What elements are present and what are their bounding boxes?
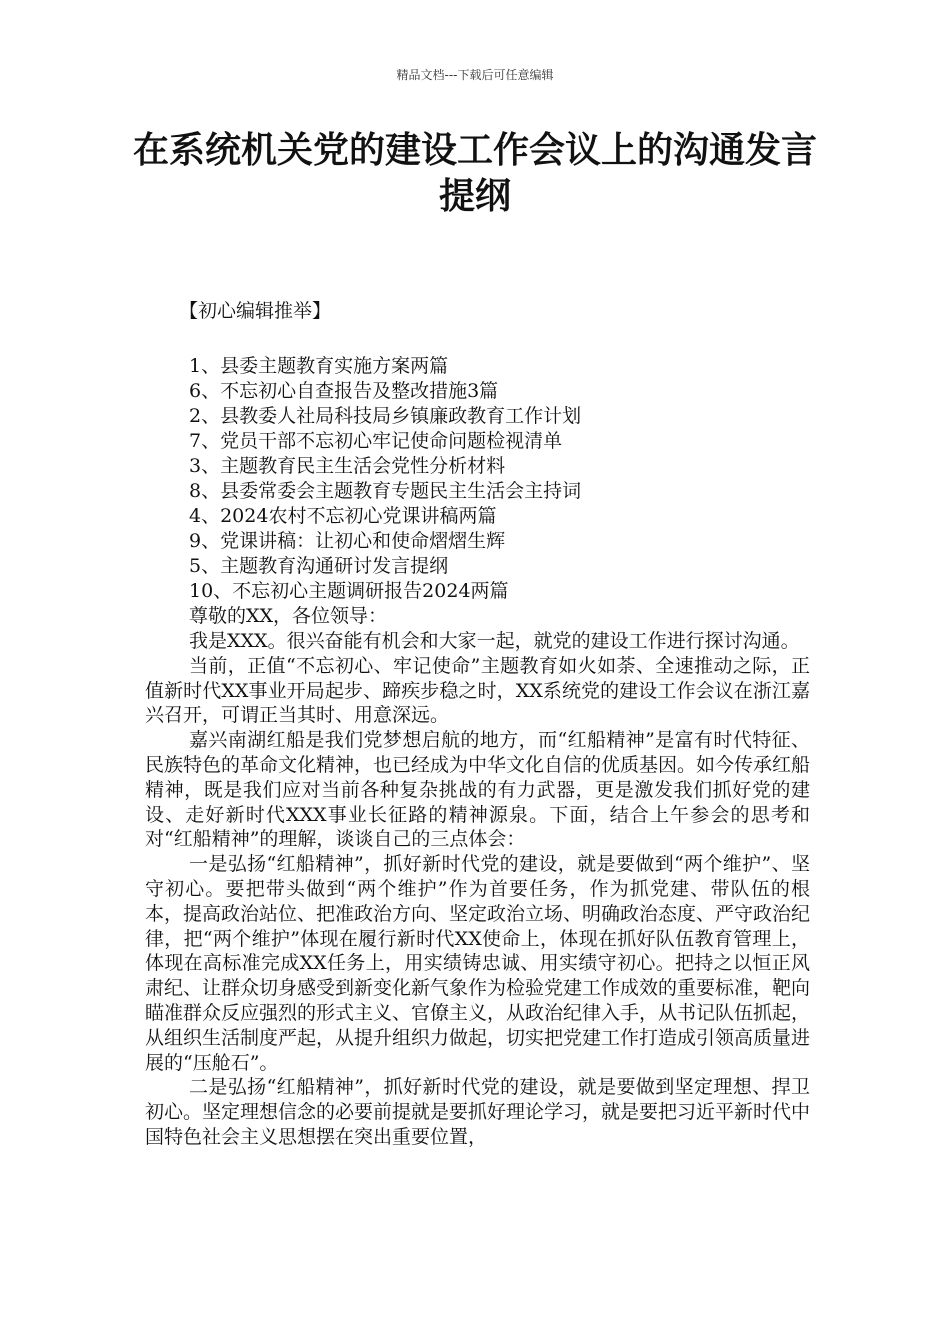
paragraph: 一是弘扬“红船精神”，抓好新时代党的建设，就是要做到“两个维护”、坚守初心。要把带头做到“两个维护”作为首要任务，作为抓党建、带队伍的根本，提高政治站位、把准政治方向、坚定政治立场、明确政治态度、严守政治纪律，把“两个维护”体现在履行新时代XX使命上，体现在抓好队伍教育管理上，体现在高标准完成XX任务上，用实绩铸忠诚、用实绩守初心。把持之以恒正风肃纪、让群众切身感受到新变化新气象作为检验党建工作成效的重要标准，靶向瞄准群众反应强烈的形式主义、官僚主义，从政治纪律入手，从书记队伍抓起，从组织生活制度严起，从提升组织力做起，切实把党建工作打造成引领高质量进展的“压舱石”。	[145, 853, 811, 1074]
list-item: 6、不忘初心自查报告及整改措施3篇	[189, 380, 499, 402]
paragraph: 当前，正值“不忘初心、牢记使命”主题教育如火如荼、全速推动之际，正值新时代XX事业开局起步、蹄疾步稳之时，XX系统党的建设工作会议在浙江嘉兴召开，可谓正当其时、用意深远。	[145, 654, 810, 727]
paragraph: 二是弘扬“红船精神”，抓好新时代党的建设，就是要做到坚定理想、捍卫初心。坚定理想信念的必要前提就是要抓好理论学习，就是要把习近平新时代中国特色社会主义思想摆在突出重要位置，	[145, 1076, 811, 1148]
list-item: 3、主题教育民主生活会党性分析材料	[189, 455, 506, 477]
greeting: 尊敬的XX，各位领导：	[189, 605, 388, 627]
list-item: 5、主题教育沟通研讨发言提纲	[189, 555, 449, 577]
paragraph: 嘉兴南湖红船是我们党梦想启航的地方，而“红船精神”是富有时代特征、民族特色的革命文化精神，也已经成为中华文化自信的优质基因。如今传承红船精神，既是我们应对当前各种复杂挑战的有力武器，更是激发我们抓好党的建设、走好新时代XXX事业长征路的精神源泉。下面，结合上午参会的思考和对“红船精神”的理解，谈谈自己的三点体会：	[145, 729, 811, 851]
list-item: 4、2024农村不忘初心党课讲稿两篇	[189, 505, 497, 527]
document-body	[145, 297, 810, 1150]
section-label: 【初心编辑推举】	[179, 300, 332, 322]
list-item: 8、县委常委会主题教育专题民主生活会主持词	[189, 480, 582, 502]
list-item: 1、县委主题教育实施方案两篇	[189, 355, 449, 377]
recommendation-list	[145, 354, 810, 604]
list-item: 9、党课讲稿：让初心和使命熠熠生辉	[189, 530, 506, 552]
list-item: 2、县教委人社局科技局乡镇廉政教育工作计划	[189, 405, 582, 427]
paragraph: 我是XXX。很兴奋能有机会和大家一起，就党的建设工作进行探讨沟通。	[189, 630, 800, 652]
list-item: 10、不忘初心主题调研报告2024两篇	[189, 580, 509, 602]
list-item: 7、党员干部不忘初心牢记使命问题检视清单	[189, 430, 563, 452]
document-title: 在系统机关党的建设工作会议上的沟通发言提纲	[132, 130, 817, 217]
header-note: 精品文档---下载后可任意编辑	[396, 68, 554, 82]
